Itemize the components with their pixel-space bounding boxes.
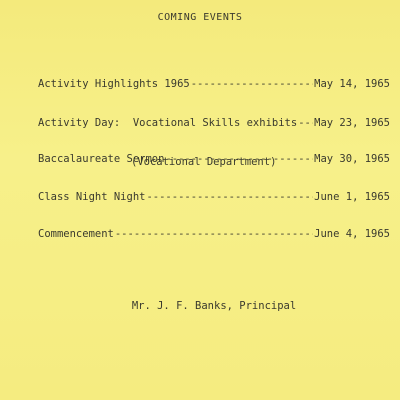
event-name: Activity Day: Vocational Skills exhibits	[38, 117, 298, 129]
document-title: COMING EVENTS	[157, 12, 243, 23]
event-date: June 4, 1965	[314, 228, 390, 240]
event-name: Class Night Night	[38, 191, 146, 203]
event-name: Baccalaureate Sermon	[38, 153, 165, 165]
event-name: Commencement	[38, 228, 114, 240]
event-date: May 23, 1965	[314, 117, 390, 129]
event-date: June 1, 1965	[314, 191, 390, 203]
dot-leader	[191, 78, 313, 91]
event-name: Activity Highlights 1965	[38, 78, 190, 90]
principal-signature-line: Mr. J. F. Banks, Principal	[131, 300, 297, 312]
event-subtitle: (Vocational Department)	[131, 156, 277, 168]
event-date: May 30, 1965	[314, 153, 390, 165]
event-date: May 14, 1965	[314, 78, 390, 90]
event-commencement	[38, 202, 390, 267]
dot-leader	[115, 228, 313, 241]
